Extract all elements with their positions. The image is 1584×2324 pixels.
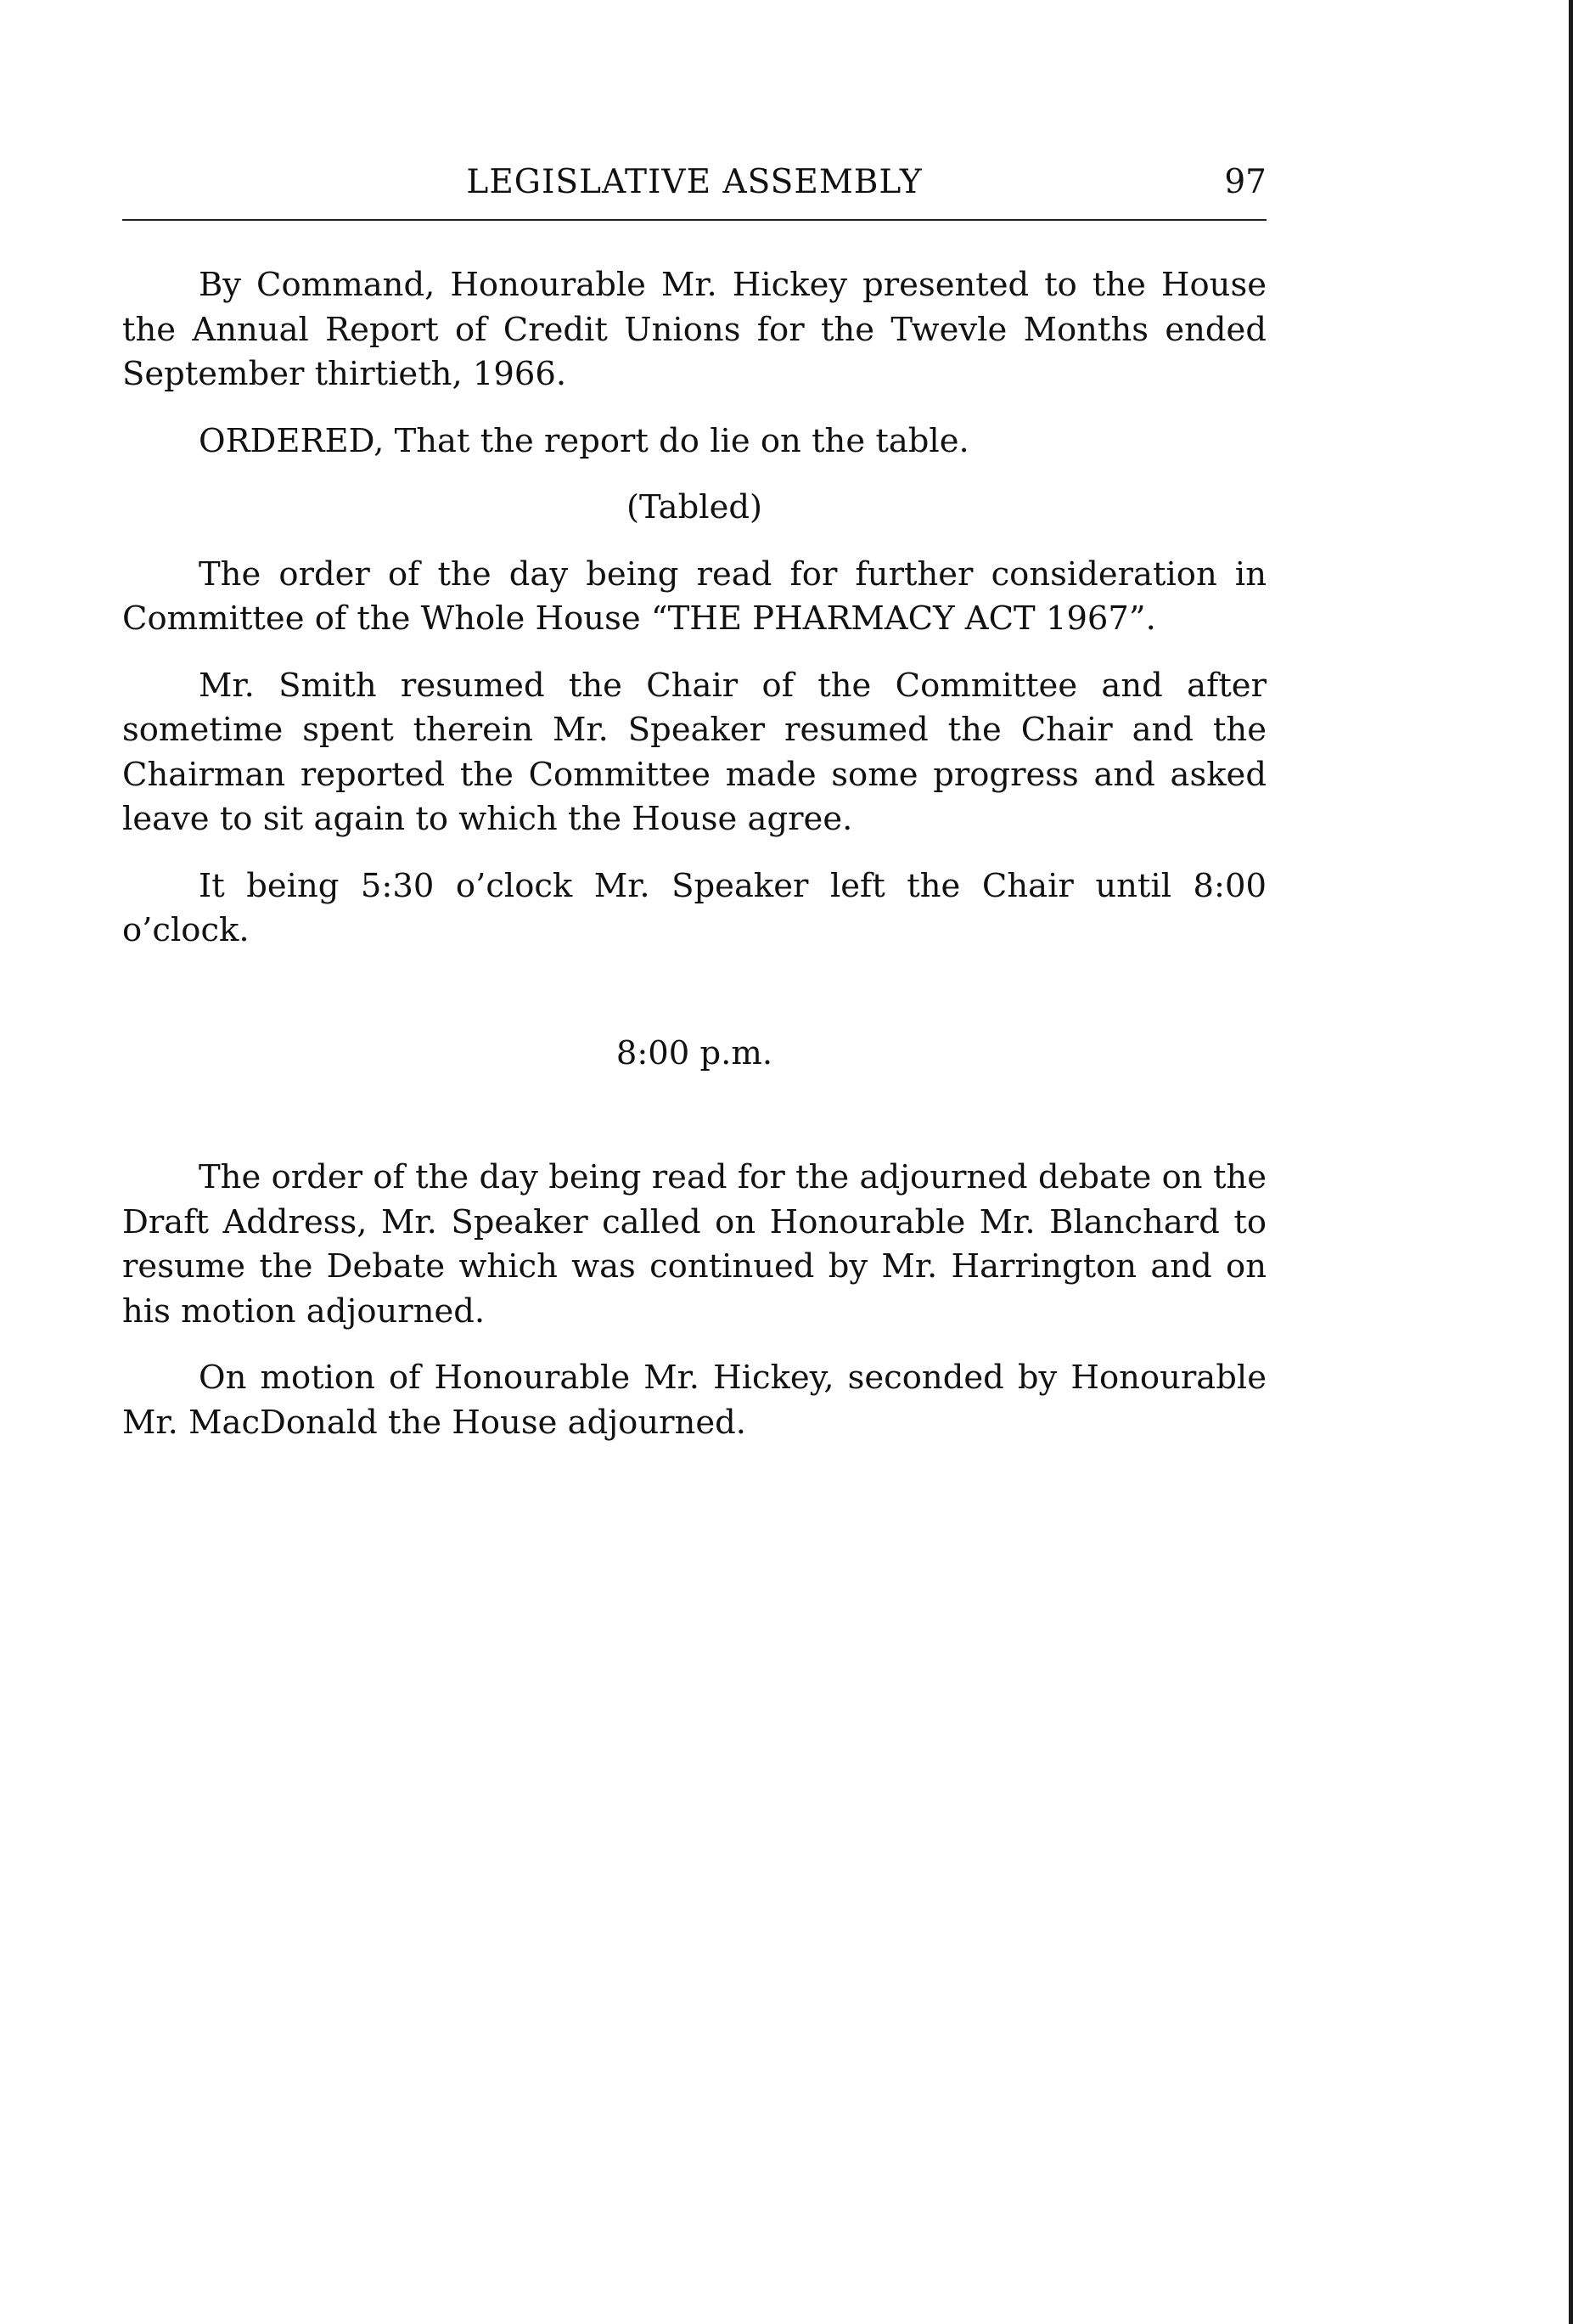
running-head: LEGISLATIVE ASSEMBLY: [466, 163, 923, 201]
paragraph-draft-address: The order of the day being read for the adjourned debate on the Draft Address, Mr. Speaker called on Honourable Mr. Blanchard to resume the Debate which was continued by Mr. Harrington and on his motion adjourned.: [122, 1158, 1267, 1331]
paragraph-recess: It being 5:30 o’clock Mr. Speaker left the Chair until 8:00 o’clock.: [122, 866, 1267, 949]
time-heading: 8:00 p.m.: [615, 1033, 773, 1072]
paragraph-pharmacy-act: The order of the day being read for further consideration in Committee of the Whole House “THE PHARMACY ACT 1967”.: [122, 554, 1267, 638]
paragraph-ordered: ORDERED, That the report do lie on the table.: [199, 421, 969, 460]
tabled-note: (Tabled): [626, 488, 763, 526]
paragraph-committee: Mr. Smith resumed the Chair of the Committee and after sometime spent therein Mr. Speaker resumed the Chair and the Chairman reported the Committee made some progress and asked leave to sit again to which the House agree.: [122, 666, 1267, 838]
header-rule: [122, 219, 1267, 221]
paragraph-adjournment: On motion of Honourable Mr. Hickey, seconded by Honourable Mr. MacDonald the House adjourned.: [122, 1359, 1267, 1442]
page-edge-shadow: [1569, 0, 1573, 2324]
paragraph-annual-report: By Command, Honourable Mr. Hickey presented to the House the Annual Report of Credit Unions for the Twevle Months ended September thirtieth, 1966.: [122, 266, 1267, 393]
page-header: [122, 161, 1267, 204]
page-number: 97: [1224, 163, 1267, 201]
body-text: [122, 263, 1267, 1467]
